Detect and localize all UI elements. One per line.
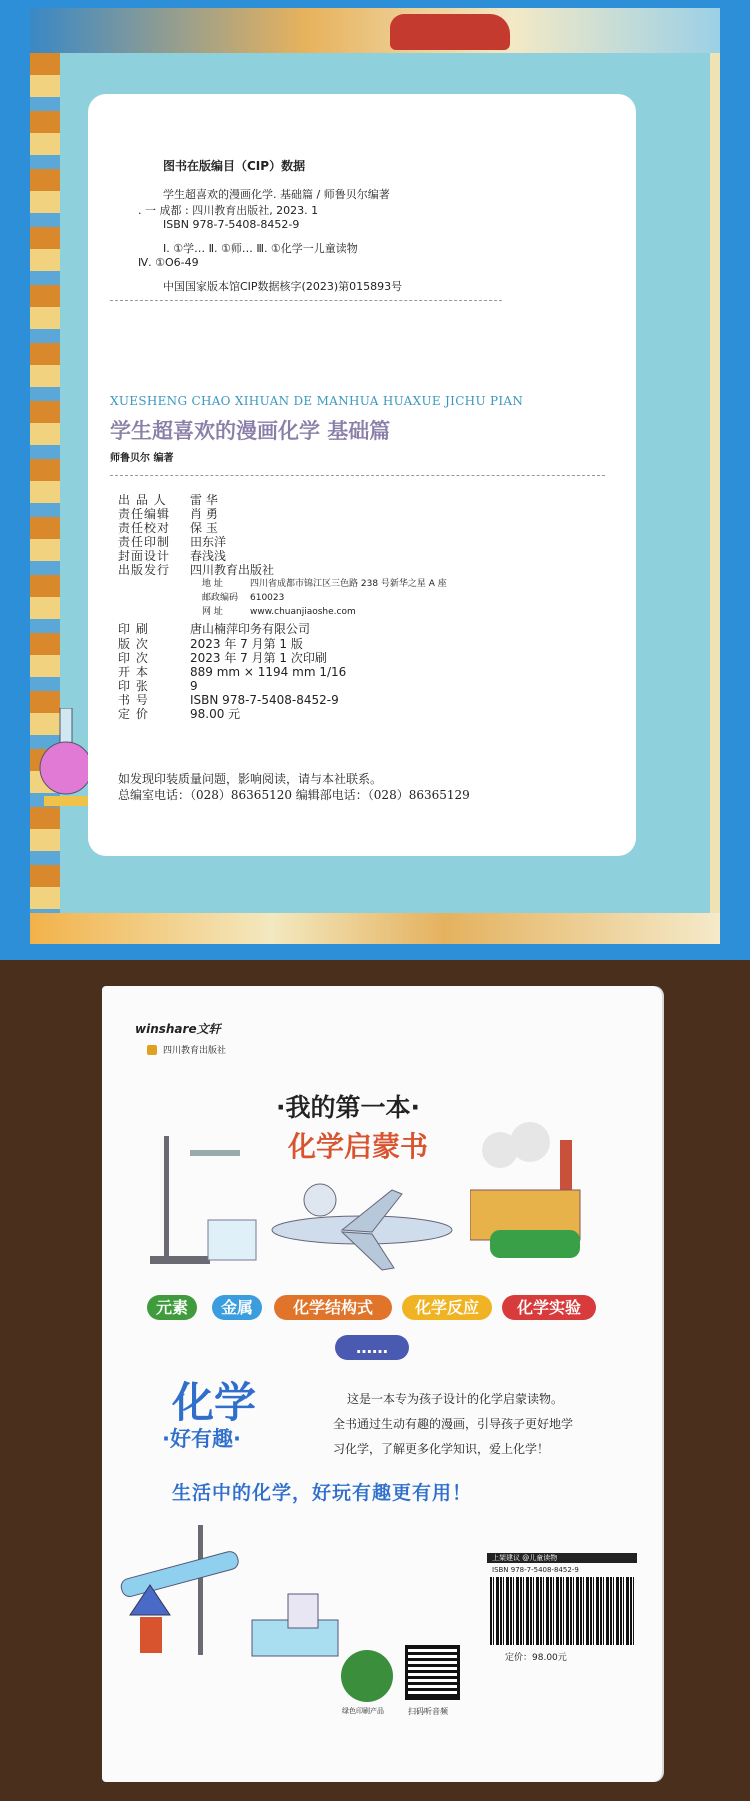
print-row: 印 张 9	[118, 679, 198, 693]
postcode-row: 邮政编码 610023	[202, 593, 285, 603]
big-title-chemistry: 化学	[172, 1378, 257, 1427]
slogan: 生活中的化学，好玩有趣更有用！	[172, 1482, 473, 1504]
red-car-illustration	[390, 14, 510, 50]
tag-experiment: 化学实验	[502, 1295, 596, 1320]
phone-notice: 总编室电话：（028）86365120 编辑部电话：（028）86365129	[118, 788, 470, 802]
divider	[110, 300, 502, 301]
print-row: 定 价 98.00 元	[118, 707, 241, 721]
headline-top: ·我的第一本·	[276, 1093, 420, 1122]
barcode	[490, 1577, 635, 1645]
print-row: 版 次 2023 年 7 月第 1 版	[118, 637, 303, 651]
big-title-fun: ·好有趣·	[162, 1427, 241, 1451]
publisher-icon	[147, 1045, 157, 1055]
category-label: 上架建议 @儿童读物	[492, 1554, 558, 1562]
cip-line: . 一 成都 : 四川教育出版社, 2023. 1	[138, 204, 319, 217]
credit-row: 责任校对 保 玉	[118, 521, 218, 535]
qr-code	[405, 1645, 460, 1700]
brand-logo: winshare文轩	[135, 1022, 221, 1036]
copyright-card	[88, 94, 636, 856]
cip-number: 中国国家版本馆CIP数据核字(2023)第015893号	[163, 280, 403, 293]
price-label: 定价：98.00元	[505, 1653, 567, 1663]
tag-more: ……	[335, 1335, 409, 1360]
divider	[110, 475, 605, 476]
headline-main: 化学启蒙书	[288, 1130, 429, 1163]
top-illustration-strip	[30, 8, 720, 53]
description-line: 习化学，了解更多化学知识，爱上化学！	[333, 1442, 550, 1456]
water-basin-illustration	[250, 1590, 340, 1660]
tag-metal: 金属	[212, 1295, 262, 1320]
credit-row: 责任编辑 肖 勇	[118, 507, 218, 521]
pinyin-title: XUESHENG CHAO XIHUAN DE MANHUA HUAXUE JICHU PIAN	[110, 394, 524, 408]
cip-line: Ⅳ. ①O6-49	[138, 256, 199, 269]
print-row: 开 本 889 mm × 1194 mm 1/16	[118, 665, 347, 679]
quality-notice: 如发现印装质量问题，影响阅读，请与本社联系。	[118, 772, 383, 786]
isbn-text: ISBN 978-7-5408-8452-9	[492, 1566, 579, 1574]
lab-stand-illustration	[150, 1130, 260, 1270]
cip-line: ISBN 978-7-5408-8452-9	[163, 218, 300, 231]
credit-row: 封面设计 春浅浅	[118, 549, 227, 563]
cip-line: 学生超喜欢的漫画化学. 基础篇 / 师鲁贝尔编著	[163, 188, 390, 201]
credit-row: 出 品 人 雷 华	[118, 493, 218, 507]
factory-illustration	[470, 1120, 605, 1270]
cip-heading: 图书在版编目（CIP）数据	[163, 159, 306, 173]
print-row: 印 次 2023 年 7 月第 1 次印刷	[118, 651, 327, 665]
print-row: 印 刷 唐山楠萍印务有限公司	[118, 622, 311, 636]
qr-label: 扫码听音频	[408, 1707, 448, 1716]
book-title: 学生超喜欢的漫画化学 基础篇	[110, 419, 391, 443]
credit-row: 出版发行 四川教育出版社	[118, 563, 275, 577]
airplane-illustration	[262, 1170, 462, 1280]
tag-structure: 化学结构式	[274, 1295, 392, 1320]
print-row: 书 号 ISBN 978-7-5408-8452-9	[118, 693, 339, 707]
green-print-logo	[341, 1650, 393, 1702]
tag-reaction: 化学反应	[402, 1295, 492, 1320]
tag-element: 元素	[147, 1295, 197, 1320]
address-row: 地 址 四川省成都市锦江区三色路 238 号新华之星 A 座	[202, 579, 447, 589]
credit-row: 责任印制 田东洋	[118, 535, 227, 549]
website-row: 网 址 www.chuanjiaoshe.com	[202, 607, 356, 617]
green-print-label: 绿色印刷产品	[342, 1707, 384, 1715]
cip-line: Ⅰ. ①学… Ⅱ. ①师… Ⅲ. ①化学一儿童读物	[163, 242, 358, 255]
description-line: 全书通过生动有趣的漫画，引导孩子更好地学	[333, 1417, 574, 1431]
description-line: 这是一本专为孩子设计的化学启蒙读物。	[347, 1392, 564, 1406]
bottom-illustration-strip	[30, 913, 720, 944]
publisher-name: 四川教育出版社	[163, 1046, 227, 1056]
author: 师鲁贝尔 编著	[110, 453, 174, 464]
